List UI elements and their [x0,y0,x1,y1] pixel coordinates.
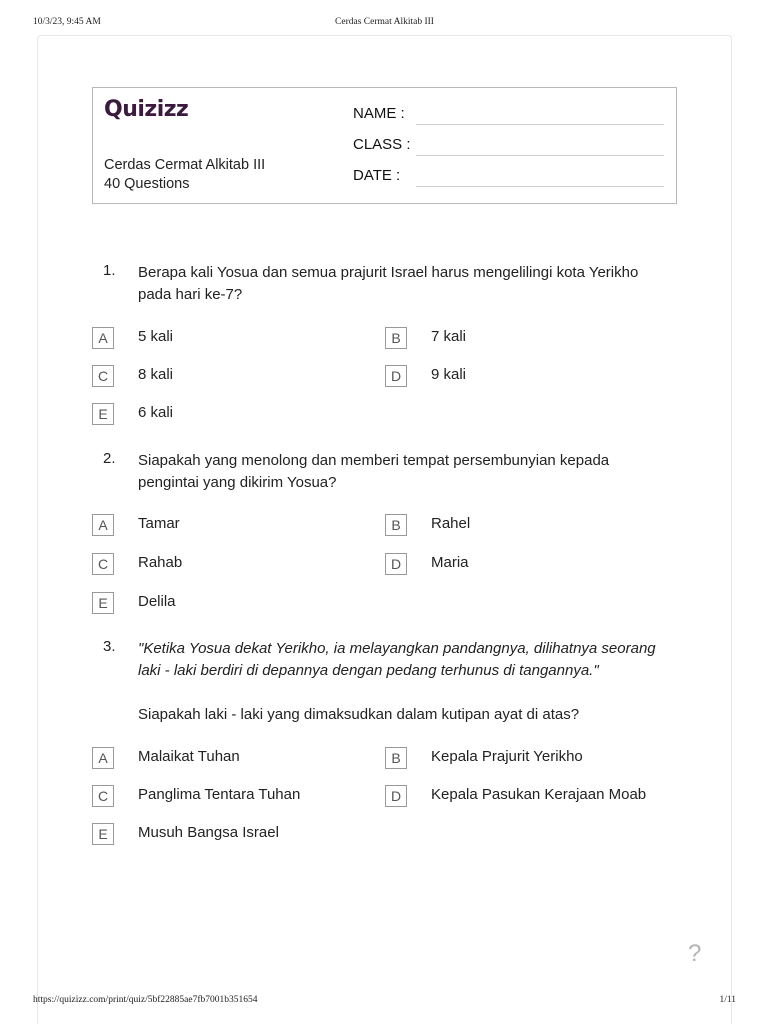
option-letter: C [92,785,114,807]
option-letter: E [92,823,114,845]
question-text: Berapa kali Yosua dan semua prajurit Israel harus mengelilingi kota Yerikho pada hari ke-7? [138,264,639,303]
option-letter: D [385,785,407,807]
question-quote: "Ketika Yosua dekat Yerikho, ia melayangkan pandangnya, dilihatnya seorang laki - laki berdiri di depannya dengan pedang terhunus di tangannya." [138,640,656,679]
print-datetime: 10/3/23, 9:45 AM [33,17,101,27]
help-icon[interactable]: ? [688,940,702,967]
option-text: Rahel [431,515,471,532]
name-label: NAME : [353,105,405,122]
option-text: Panglima Tentara Tuhan [138,786,301,803]
option-letter: B [385,514,407,536]
quiz-title: Cerdas Cermat Alkitab III [104,157,266,173]
option-text: 9 kali [431,366,467,383]
option-text: Tamar [138,515,180,532]
question-text: Siapakah yang menolong dan memberi tempat persembunyian kepada pengintai yang dikirim Yosua? [138,452,610,491]
option-text: 6 kali [138,404,174,421]
date-label: DATE : [353,167,401,184]
option-text: 5 kali [138,328,174,345]
class-label: CLASS : [353,136,411,153]
quiz-header-box [92,87,677,204]
option-text: 8 kali [138,366,174,383]
question-number: 3. [103,638,116,655]
option-text: Delila [138,593,176,610]
option-text: Maria [431,554,469,571]
option-text: 7 kali [431,328,467,345]
option-letter: E [92,592,114,614]
option-letter: A [92,327,114,349]
option-letter: D [385,553,407,575]
name-line [416,124,664,125]
option-text: Rahab [138,554,183,571]
option-text: Kepala Pasukan Kerajaan Moab [431,786,647,803]
option-letter: A [92,514,114,536]
option-letter: B [385,747,407,769]
print-page-number: 1/11 [719,995,736,1005]
option-text: Musuh Bangsa Israel [138,824,279,841]
date-line [416,186,664,187]
question-text: Siapakah laki - laki yang dimaksudkan dalam kutipan ayat di atas? [138,706,580,723]
option-letter: A [92,747,114,769]
question-number: 2. [103,450,116,467]
class-line [416,155,664,156]
question-count: 40 Questions [104,176,190,192]
quizizz-logo: Quizizz [104,97,189,122]
option-letter: D [385,365,407,387]
option-letter: C [92,365,114,387]
print-title: Cerdas Cermat Alkitab III [335,17,434,27]
print-url: https://quizizz.com/print/quiz/5bf22885ae7fb7001b351654 [33,995,258,1005]
option-text: Kepala Prajurit Yerikho [431,748,583,765]
option-letter: C [92,553,114,575]
question-number: 1. [103,262,116,279]
option-letter: E [92,403,114,425]
option-letter: B [385,327,407,349]
option-text: Malaikat Tuhan [138,748,240,765]
